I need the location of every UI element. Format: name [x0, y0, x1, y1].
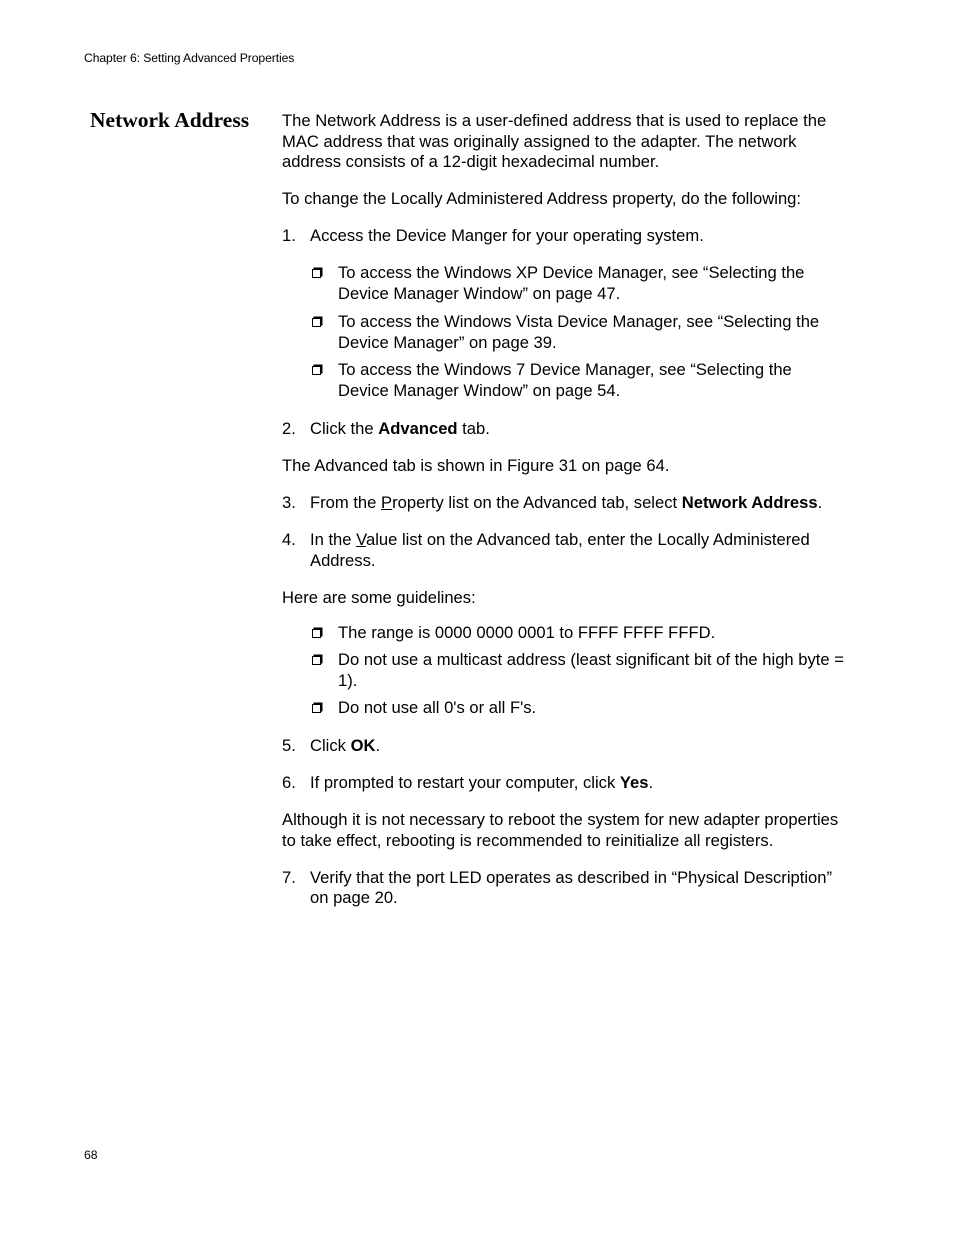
- step-3: [282, 493, 847, 514]
- checkbox-bullet-icon: [312, 629, 321, 638]
- step-2: [282, 419, 847, 440]
- step-text: Click the: [310, 418, 379, 438]
- bullet-text: Do not use a multicast address (least significant bit of the high byte = 1).: [338, 650, 844, 690]
- step-number: 3.: [282, 492, 296, 512]
- running-header: Chapter 6: Setting Advanced Properties: [84, 51, 295, 65]
- bullet-item: [310, 650, 847, 691]
- step-text: Access the Device Manger for your operating system.: [310, 226, 704, 246]
- step-number: 5.: [282, 735, 296, 755]
- step-text: Verify that the port LED operates as described in “Physical Description” on page 20.: [310, 867, 833, 908]
- ui-term: Network Address: [681, 492, 818, 512]
- step-number: 7.: [282, 867, 296, 887]
- step-text: tab.: [457, 418, 490, 438]
- step-text: From the: [310, 492, 382, 512]
- checkbox-bullet-icon: [312, 366, 321, 375]
- access-key: V: [356, 530, 366, 550]
- step-4: [282, 530, 847, 571]
- step-6: [282, 773, 847, 794]
- step-number: 6.: [282, 773, 296, 793]
- bullet-text: To access the Windows XP Device Manager, see “Selecting the Device Manager Window” on page 47.: [338, 262, 805, 303]
- checkbox-bullet-icon: [312, 656, 321, 665]
- section-title: Network Address: [90, 108, 250, 132]
- step-note: Although it is not necessary to reboot the system for new adapter properties to take effect, rebooting is recommended to reinitialize all registers.: [282, 810, 839, 850]
- bullet-item: [310, 698, 847, 719]
- bullet-item: [310, 263, 847, 304]
- intro-paragraph: The Network Address is a user-defined address that is used to replace the MAC address that was originally assigned to the adapter. The network address consists of a 12-digit hexadecimal number.: [282, 111, 827, 172]
- step-text: .: [375, 735, 381, 755]
- checkbox-bullet-icon: [312, 318, 321, 327]
- step-number: 4.: [282, 530, 296, 550]
- ui-term: Advanced: [378, 418, 458, 438]
- step-note: The Advanced tab is shown in Figure 31 on page 64.: [282, 455, 670, 475]
- step-text: .: [648, 773, 654, 793]
- step-1-bullets: [310, 263, 847, 402]
- checkbox-bullet-icon: [312, 269, 321, 278]
- bullet-text: To access the Windows Vista Device Manager, see “Selecting the Device Manager” on page 39.: [338, 312, 820, 352]
- bullet-item: [310, 312, 847, 353]
- ui-term: OK: [350, 735, 376, 755]
- ui-term: Yes: [619, 773, 649, 793]
- procedure-intro: To change the Locally Administered Address property, do the following:: [282, 189, 802, 209]
- bullet-item: [310, 623, 847, 644]
- bullet-item: [310, 360, 847, 401]
- bullet-text: The range is 0000 0000 0001 to FFFF FFFF FFFD.: [338, 622, 716, 642]
- step-note: Here are some guidelines:: [282, 588, 476, 607]
- step-text: .: [817, 492, 823, 512]
- step-text: alue list on the Advanced tab, enter the Locally Administered Address.: [310, 530, 810, 570]
- bullet-text: Do not use all 0's or all F's.: [338, 698, 537, 718]
- step-7: [282, 868, 847, 909]
- access-key: P: [381, 492, 393, 512]
- step-number: 2.: [282, 418, 296, 438]
- checkbox-bullet-icon: [312, 704, 321, 713]
- step-text: In the: [310, 530, 357, 550]
- step-1: [282, 226, 847, 247]
- step-5: [282, 736, 847, 757]
- page-number: 68: [84, 1148, 98, 1162]
- step-text: Click: [310, 735, 351, 755]
- step-text: roperty list on the Advanced tab, select: [392, 492, 682, 512]
- bullet-text: To access the Windows 7 Device Manager, see “Selecting the Device Manager Window” on page 54.: [338, 360, 792, 400]
- step-text: If prompted to restart your computer, click: [310, 773, 620, 793]
- section-body: [282, 111, 847, 909]
- step-number: 1.: [282, 226, 296, 246]
- step-4-bullets: [310, 623, 847, 719]
